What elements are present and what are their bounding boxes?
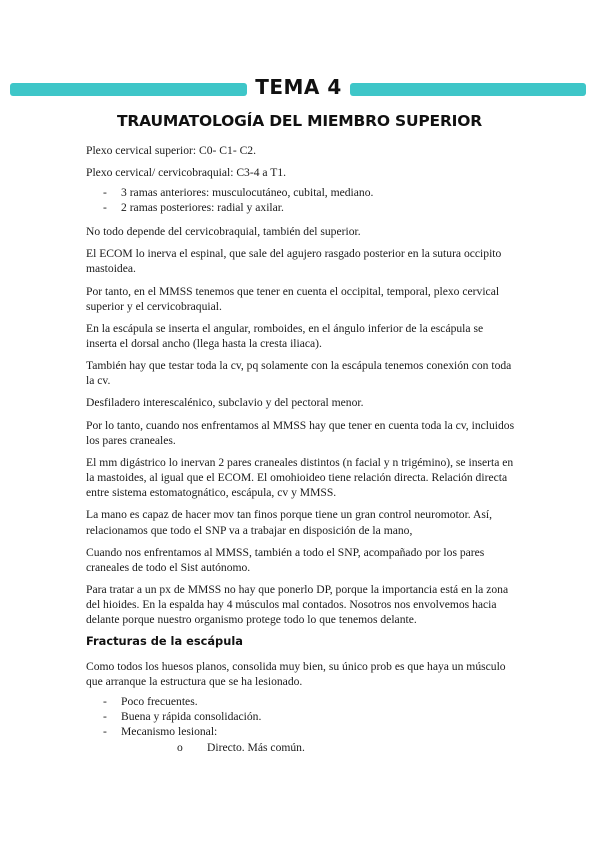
bullet-list — [86, 694, 516, 755]
dash-marker: - — [103, 186, 107, 200]
document-body — [86, 143, 516, 763]
paragraph: No todo depende del cervicobraquial, también del superior. — [86, 225, 361, 239]
title-bar-left — [10, 83, 247, 96]
paragraph: El mm digástrico lo inervan 2 pares craneales distintos (n facial y n trigémino), se inserta en la mastoides, al igual que el ECOM. El omohioideo tiene relación directa. Relación directa entre sistema estomatognático, escápula, cv y MMSS. — [86, 455, 514, 500]
sub-list — [121, 740, 516, 755]
list-item-text: Mecanismo lesional: — [121, 725, 218, 739]
list-item-text: Buena y rápida consolidación. — [121, 710, 262, 724]
list-item — [86, 694, 516, 709]
list-item-text: 3 ramas anteriores: musculocutáneo, cubital, mediano. — [121, 186, 374, 200]
circle-bullet-marker: o — [177, 740, 183, 754]
paragraph: La mano es capaz de hacer mov tan finos porque tiene un gran control neuromotor. Así, relacionamos que todo el SNP va a trabajar en disposición de la mano, — [86, 508, 492, 537]
page-subtitle: TRAUMATOLOGÍA DEL MIEMBRO SUPERIOR — [117, 112, 482, 130]
paragraph: Por lo tanto, cuando nos enfrentamos al MMSS hay que tener en cuenta toda la cv, incluidos los pares craneales. — [86, 418, 515, 447]
list-item — [86, 724, 516, 754]
paragraph: También hay que testar toda la cv, pq solamente con la escápula tenemos conexión con toda la cv. — [86, 359, 512, 388]
list-item — [86, 200, 516, 215]
sub-list-item — [121, 740, 516, 755]
list-item — [86, 709, 516, 724]
list-item-text: Poco frecuentes. — [121, 694, 198, 708]
paragraph: Por tanto, en el MMSS tenemos que tener en cuenta el occipital, temporal, plexo cervical superior y el cervicobraquial. — [86, 284, 500, 313]
paragraph: Como todos los huesos planos, consolida muy bien, su único prob es que haya un músculo que arranque la estructura que se ha lesionado. — [86, 659, 506, 688]
dash-marker: - — [103, 710, 107, 724]
paragraph: En la escápula se inserta el angular, romboides, en el ángulo inferior de la escápula se inserta el dorsal ancho (llega hasta la cresta iliaca). — [86, 321, 484, 351]
paragraph: Para tratar a un px de MMSS no hay que ponerlo DP, porque la importancia está en la zona del hioides. En la espalda hay 4 músculos mal contados. Nosotros nos envolvemos hacia delante porque nuestro organismo protege todo lo que tenemos delante. — [86, 582, 509, 627]
bullet-list — [86, 185, 516, 215]
page-title: TEMA 4 — [255, 75, 342, 99]
list-item — [86, 185, 516, 200]
paragraph: Desfiladero interescalénico, subclavio y del pectoral menor. — [86, 396, 364, 410]
list-item-text: 2 ramas posteriores: radial y axilar. — [121, 201, 284, 215]
paragraph: Cuando nos enfrentamos al MMSS, también a todo el SNP, acompañado por los pares craneales de todo el Sist autónomo. — [86, 545, 485, 574]
title-bar-right — [350, 83, 586, 96]
dash-marker: - — [103, 725, 107, 739]
paragraph: Plexo cervical superior: C0- C1- C2. — [86, 144, 257, 157]
dash-marker: - — [103, 201, 107, 215]
section-heading: Fracturas de la escápula — [86, 634, 243, 649]
title-row — [0, 77, 599, 101]
paragraph: El ECOM lo inerva el espinal, que sale del agujero rasgado posterior en la sutura occipito mastoidea. — [86, 247, 502, 276]
sub-list-item-text: Directo. Más común. — [207, 740, 305, 754]
paragraph: Plexo cervical/ cervicobraquial: C3-4 a T1. — [86, 166, 287, 180]
dash-marker: - — [103, 694, 107, 708]
